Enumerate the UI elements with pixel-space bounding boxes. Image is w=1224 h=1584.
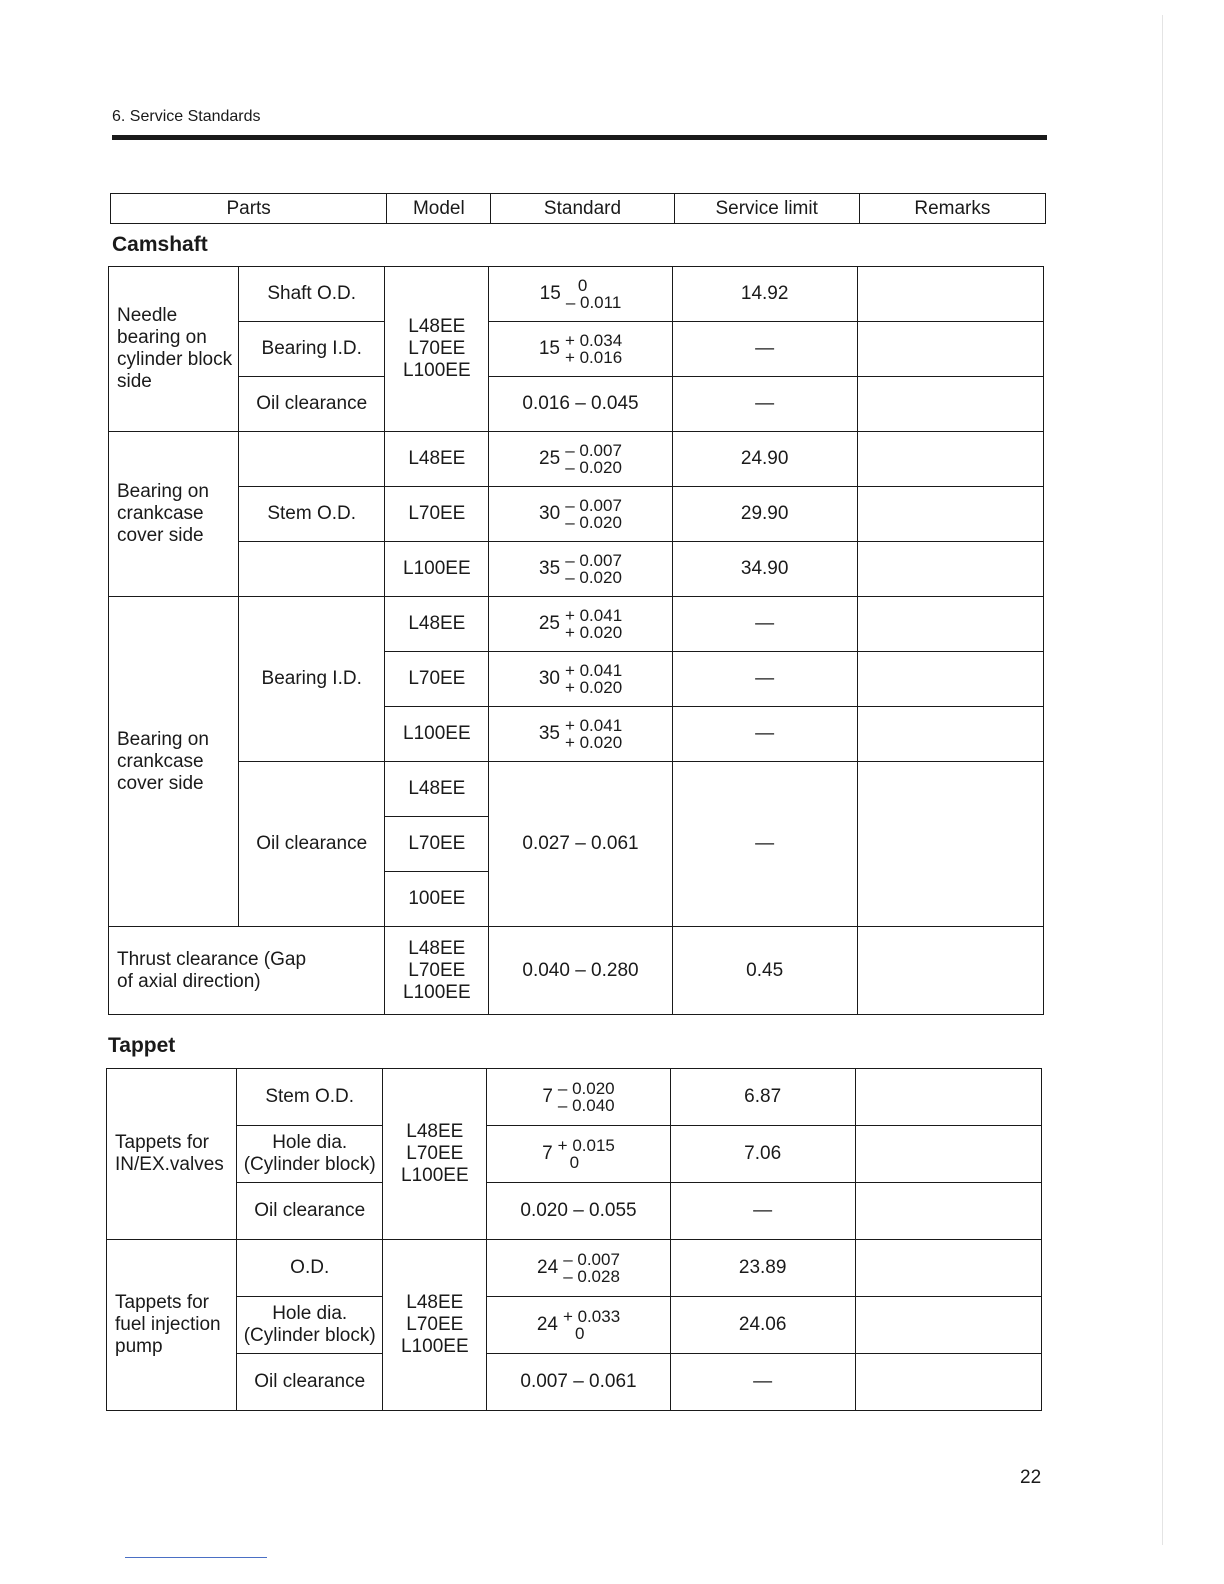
model-label: L48EE L70EE L100EE (403, 937, 471, 1003)
table-row (107, 1240, 1042, 1297)
limit-value: — (672, 597, 857, 652)
limit-value: 14.92 (672, 267, 857, 322)
nominal: 35 (538, 723, 560, 744)
lower-dev: – 0.040 (557, 1096, 615, 1115)
limit-value: — (672, 652, 857, 707)
lower-dev: – 0.020 (565, 458, 622, 477)
limit-value: — (672, 707, 857, 762)
tolerance-value (540, 277, 622, 311)
limit-value: 29.90 (672, 487, 857, 542)
tolerance-value (539, 332, 622, 366)
tolerance-value (539, 442, 622, 476)
part-label: Oil clearance (237, 1183, 383, 1240)
model-label: L100EE (385, 542, 489, 597)
upper-dev: – 0.007 (565, 551, 622, 570)
upper-dev: – 0.020 (557, 1079, 615, 1098)
group-label: Tappets for IN/EX.valves (107, 1069, 237, 1240)
nominal: 7 (542, 1143, 553, 1164)
range-value: 0.040 – 0.280 (489, 927, 672, 1015)
column-header-table (110, 193, 1046, 224)
table-row (107, 1354, 1042, 1411)
range-value: 0.027 – 0.061 (489, 762, 672, 927)
part-label: Oil clearance (239, 377, 385, 432)
lower-dev: – 0.028 (563, 1267, 620, 1286)
remarks-cell (857, 762, 1043, 927)
limit-value: — (672, 762, 857, 927)
table-row (107, 1069, 1042, 1126)
table-row (109, 762, 1044, 817)
remarks-cell (857, 597, 1043, 652)
remarks-cell (857, 927, 1043, 1015)
group-label: Bearing on crankcase cover side (109, 432, 239, 597)
col-model: Model (387, 194, 491, 224)
remarks-cell (857, 377, 1043, 432)
nominal: 30 (539, 503, 561, 524)
remarks-cell (857, 322, 1043, 377)
page-number: 22 (1020, 1467, 1042, 1488)
remarks-cell (855, 1240, 1041, 1297)
part-label: Stem O.D. (239, 487, 385, 542)
part-label: Hole dia. (Cylinder block) (237, 1297, 383, 1354)
model-label: L48EE L70EE L100EE (401, 1292, 469, 1357)
nominal: 24 (537, 1257, 559, 1278)
limit-value: 6.87 (670, 1069, 855, 1126)
remarks-cell (855, 1183, 1041, 1240)
limit-value: — (670, 1183, 855, 1240)
lower-dev: + 0.020 (564, 623, 623, 642)
link-underline (125, 1557, 267, 1558)
upper-dev: + 0.041 (564, 716, 623, 735)
section-header: 6. Service Standards (112, 108, 261, 125)
upper-dev: + 0.034 (564, 331, 623, 350)
table-row (107, 1183, 1042, 1240)
lower-dev: – 0.011 (565, 293, 622, 312)
range-value: 0.016 – 0.045 (489, 377, 672, 432)
group-label: Bearing on crankcase cover side (109, 597, 239, 927)
limit-value: — (672, 377, 857, 432)
lower-dev: + 0.016 (564, 348, 623, 367)
upper-dev: – 0.007 (565, 496, 622, 515)
lower-dev: – 0.020 (565, 513, 622, 532)
part-label: Thrust clearance (Gap of axial direction) (109, 927, 385, 1015)
upper-dev: + 0.015 (557, 1136, 615, 1155)
nominal: 15 (538, 338, 560, 359)
nominal: 7 (542, 1086, 553, 1107)
model-label: L48EE (385, 597, 489, 652)
col-parts: Parts (111, 194, 387, 224)
range-value: 0.020 – 0.055 (487, 1183, 670, 1240)
table-row (109, 377, 1044, 432)
lower-dev: 0 (569, 1153, 580, 1172)
tolerance-value (539, 607, 622, 641)
limit-value: 24.06 (670, 1297, 855, 1354)
remarks-cell (855, 1126, 1041, 1183)
nominal: 15 (539, 283, 561, 304)
limit-value: — (672, 322, 857, 377)
part-label: Bearing I.D. (239, 597, 385, 762)
table-row (109, 542, 1044, 597)
remarks-cell (857, 487, 1043, 542)
camshaft-title: Camshaft (112, 233, 208, 256)
model-label: L48EE (385, 432, 489, 487)
model-label: L70EE (385, 817, 489, 872)
remarks-cell (857, 267, 1043, 322)
range-value: 0.007 – 0.061 (487, 1354, 670, 1411)
table-row (109, 597, 1044, 652)
part-label: Oil clearance (237, 1354, 383, 1411)
part-label: Stem O.D. (237, 1069, 383, 1126)
nominal: 35 (539, 558, 561, 579)
remarks-cell (855, 1297, 1041, 1354)
model-label: L70EE (385, 652, 489, 707)
model-label: L70EE (385, 487, 489, 542)
limit-value: 34.90 (672, 542, 857, 597)
remarks-cell (857, 652, 1043, 707)
header-rule (112, 135, 1047, 140)
table-row (109, 267, 1044, 322)
remarks-cell (857, 432, 1043, 487)
tappet-title: Tappet (108, 1034, 176, 1057)
upper-dev: – 0.007 (565, 441, 622, 460)
remarks-cell (855, 1354, 1041, 1411)
upper-dev: + 0.041 (564, 606, 623, 625)
part-label: Oil clearance (239, 762, 385, 927)
remarks-cell (857, 707, 1043, 762)
model-label: L48EE (385, 762, 489, 817)
lower-dev: – 0.020 (565, 568, 622, 587)
table-row (107, 1126, 1042, 1183)
tolerance-value (542, 1137, 615, 1171)
table-row (109, 927, 1044, 1015)
group-label: Needle bearing on cylinder block side (109, 267, 239, 432)
col-standard: Standard (491, 194, 674, 224)
tolerance-value (537, 1308, 620, 1342)
tappet-table (106, 1068, 1042, 1411)
nominal: 25 (538, 613, 560, 634)
upper-dev: + 0.033 (562, 1307, 621, 1326)
tolerance-value (539, 552, 622, 586)
tolerance-value (537, 1251, 620, 1285)
model-label: L100EE (385, 707, 489, 762)
tolerance-value (539, 497, 622, 531)
margin-line (1162, 15, 1163, 1545)
col-service-limit: Service limit (674, 194, 859, 224)
camshaft-table (108, 266, 1044, 1015)
lower-dev: + 0.020 (564, 678, 623, 697)
table-row (107, 1297, 1042, 1354)
remarks-cell (857, 542, 1043, 597)
tolerance-value (539, 717, 622, 751)
upper-dev: – 0.007 (563, 1250, 620, 1269)
limit-value: 24.90 (672, 432, 857, 487)
tolerance-value (539, 662, 622, 696)
nominal: 25 (539, 448, 561, 469)
upper-dev: 0 (577, 276, 588, 295)
table-row (109, 487, 1044, 542)
part-label: Shaft O.D. (239, 267, 385, 322)
model-label: 100EE (385, 872, 489, 927)
lower-dev: + 0.020 (564, 733, 623, 752)
lower-dev: 0 (574, 1324, 585, 1343)
limit-value: — (670, 1354, 855, 1411)
part-label: Bearing I.D. (239, 322, 385, 377)
group-label: Tappets for fuel injection pump (107, 1240, 237, 1411)
limit-value: 7.06 (670, 1126, 855, 1183)
limit-value: 23.89 (670, 1240, 855, 1297)
upper-dev: + 0.041 (564, 661, 623, 680)
part-label: Hole dia. (Cylinder block) (237, 1126, 383, 1183)
limit-value: 0.45 (672, 927, 857, 1015)
model-label: L48EE L70EE L100EE (401, 1121, 469, 1186)
nominal: 30 (538, 668, 560, 689)
col-remarks: Remarks (859, 194, 1045, 224)
table-row (109, 432, 1044, 487)
table-row (109, 322, 1044, 377)
tolerance-value (542, 1080, 614, 1114)
model-label: L48EE L70EE L100EE (403, 316, 471, 381)
nominal: 24 (536, 1314, 558, 1335)
remarks-cell (855, 1069, 1041, 1126)
part-label: O.D. (237, 1240, 383, 1297)
